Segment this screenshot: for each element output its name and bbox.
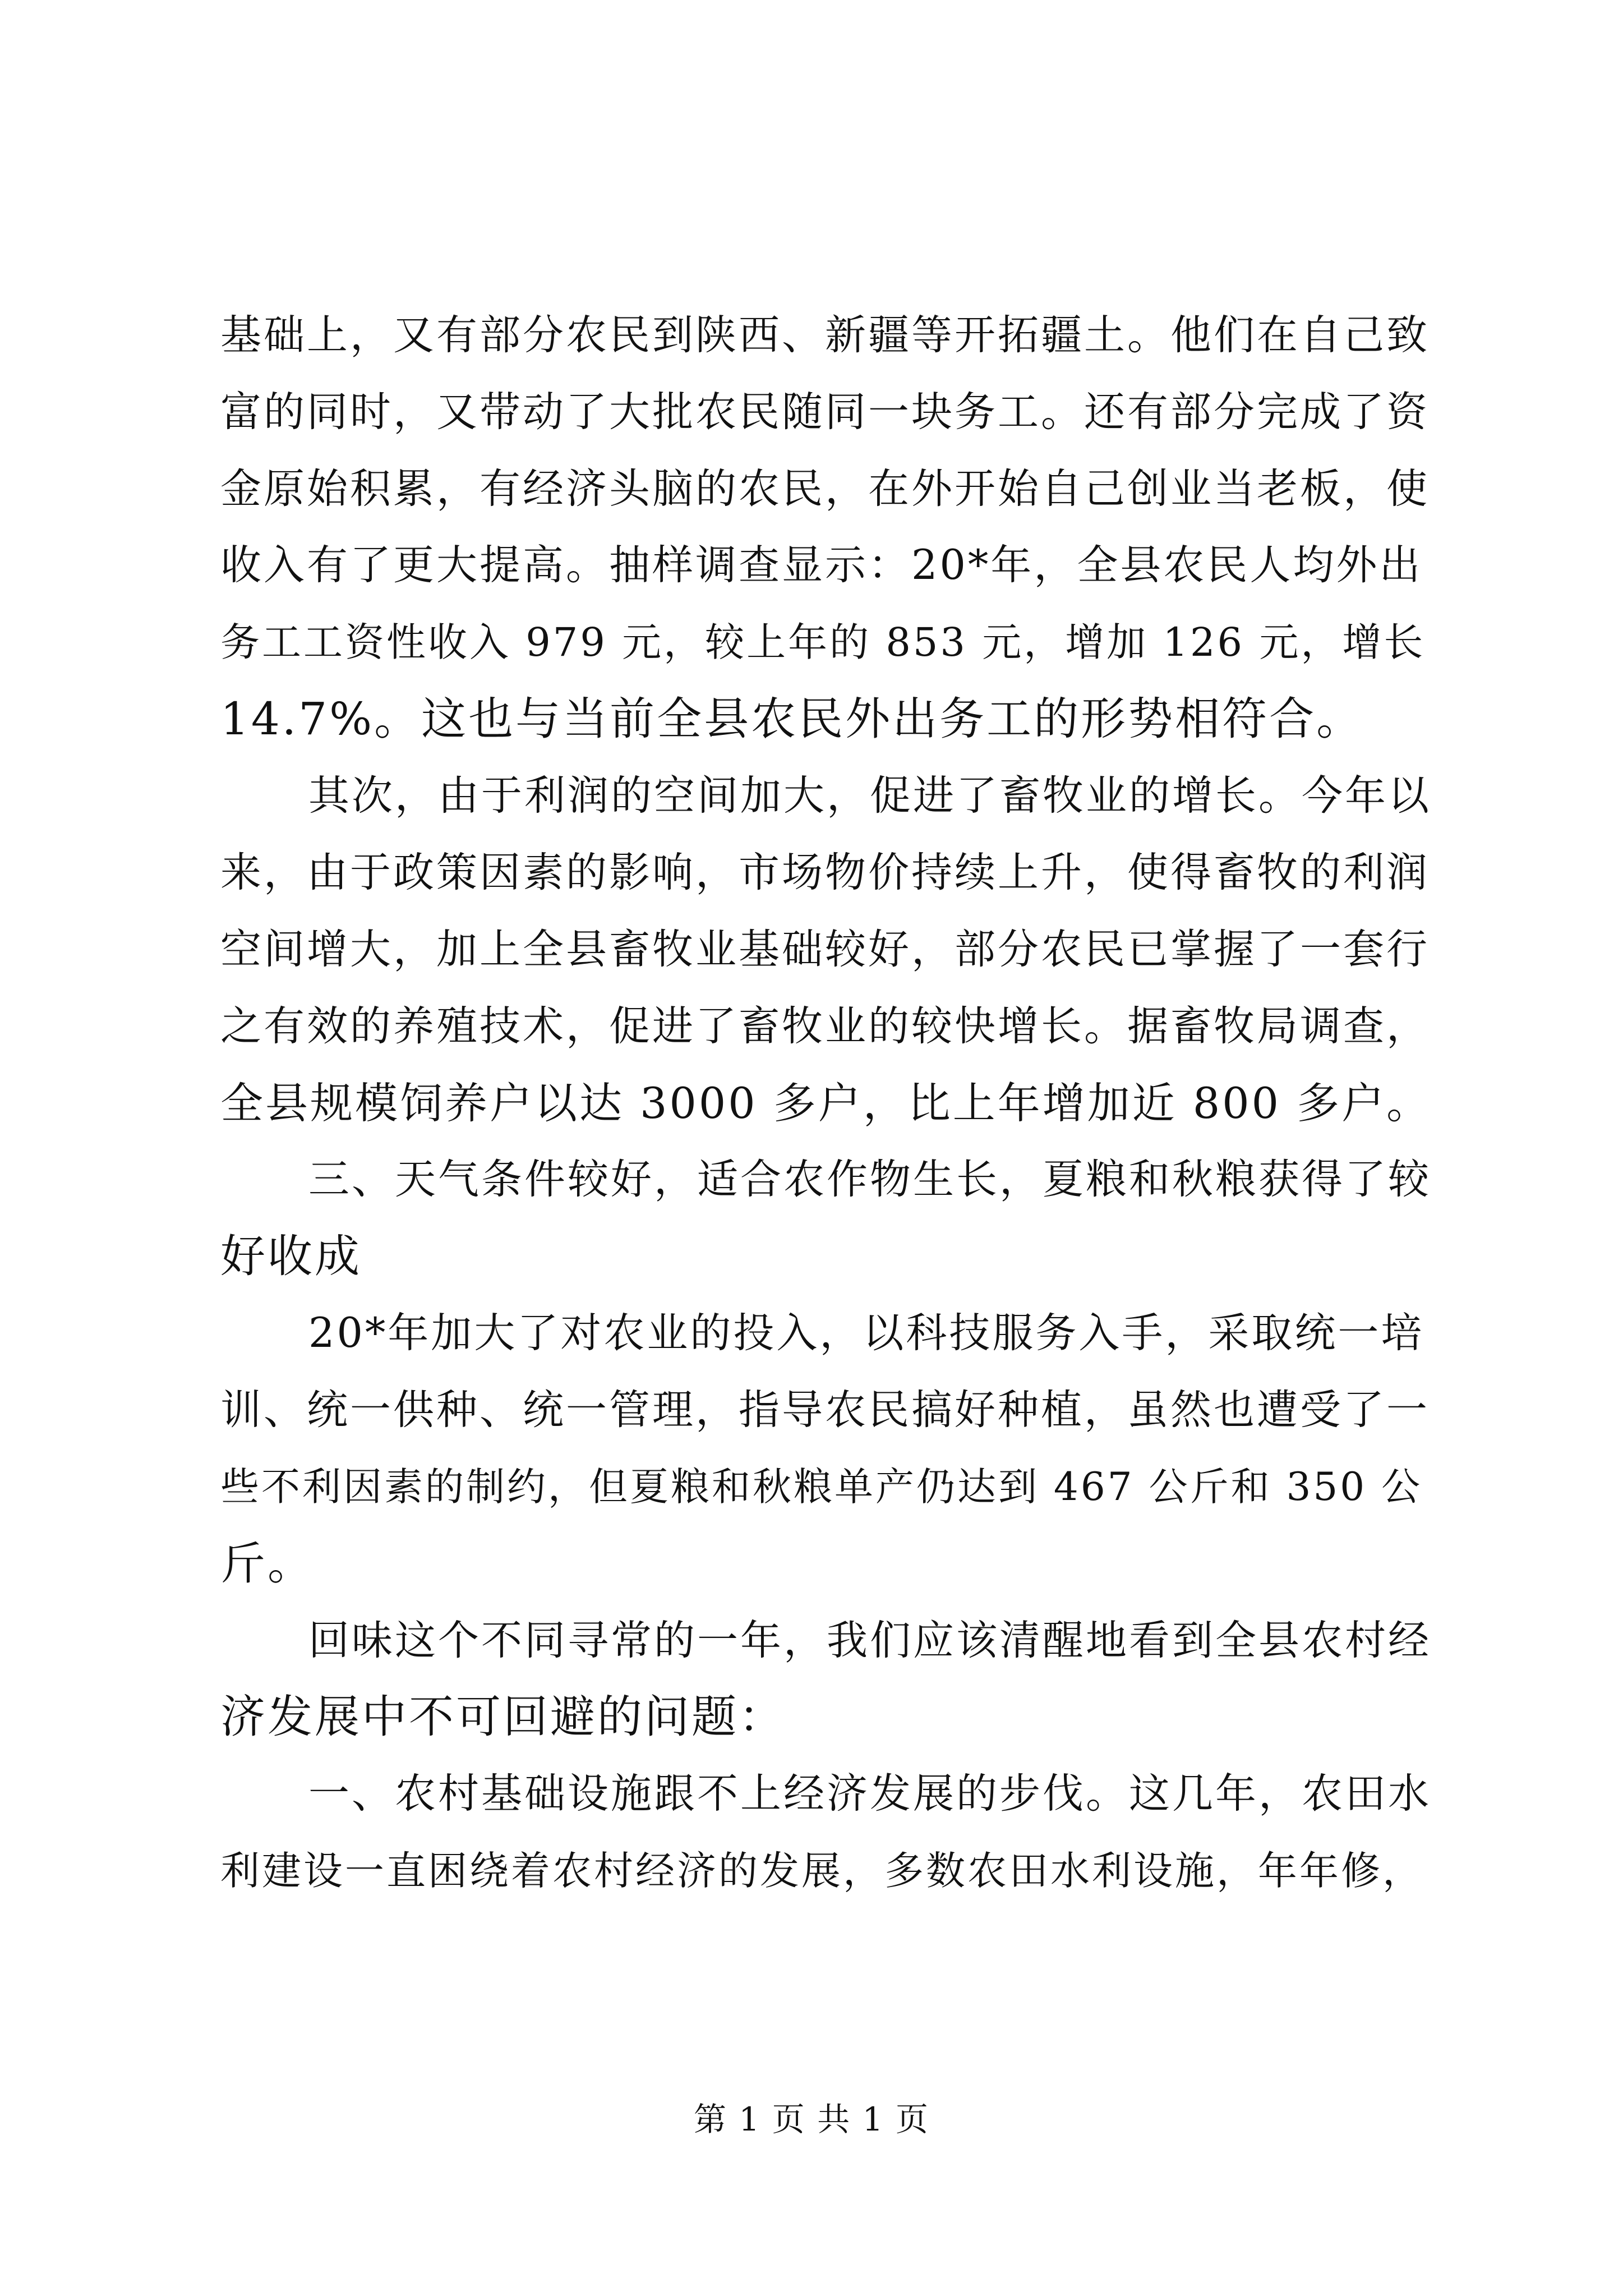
text-line: 金原始积累，有经济头脑的农民，在外开始自己创业当老板，使: [220, 465, 1430, 513]
text-line: 斤。: [220, 1538, 315, 1590]
text-line: 些不利因素的制约，但夏粮和秋粮单产仍达到 467 公斤和 350 公: [220, 1465, 1423, 1510]
page-number-footer: 第 1 页 共 1 页: [694, 2100, 929, 2138]
text-line: 14.7%。这也与当前全县农民外出务工的形势相符合。: [220, 693, 1364, 745]
text-line: 济发展中不可回避的问题：: [220, 1691, 786, 1743]
text-line: 基础上，又有部分农民到陕西、新疆等开拓疆土。他们在自己致: [220, 311, 1430, 359]
text-line: 三、天气条件较好，适合农作物生长，夏粮和秋粮获得了较: [308, 1156, 1431, 1203]
text-line: 来，由于政策因素的影响，市场物价持续上升，使得畜牧的利润: [220, 849, 1430, 896]
text-line: 利建设一直困绕着农村经济的发展，多数农田水利设施，年年修，: [220, 1848, 1424, 1894]
text-line: 空间增大，加上全县畜牧业基础较好，部分农民已掌握了一套行: [220, 926, 1430, 973]
text-line: 富的同时，又带动了大批农民随同一块务工。还有部分完成了资: [220, 388, 1430, 436]
text-line: 训、统一供种、统一管理，指导农民搞好种植，虽然也遭受了一: [220, 1386, 1430, 1434]
text-line: 一、农村基础设施跟不上经济发展的步伐。这几年，农田水: [308, 1770, 1431, 1818]
text-line: 全县规模饲养户以达 3000 多户，比上年增加近 800 多户。: [220, 1078, 1432, 1128]
text-line: 收入有了更大提高。抽样调查显示：20*年，全县农民人均外出: [220, 541, 1423, 589]
text-line: 其次，由于利润的空间加大，促进了畜牧业的增长。今年以: [308, 772, 1431, 820]
text-line: 务工工资性收入 979 元，较上年的 853 元，增加 126 元，增长: [220, 619, 1426, 665]
text-line: 之有效的养殖技术，促进了畜牧业的较快增长。据畜牧局调查，: [220, 1002, 1430, 1050]
text-line: 回味这个不同寻常的一年，我们应该清醒地看到全县农村经: [308, 1617, 1431, 1664]
text-line: 好收成: [220, 1230, 362, 1282]
text-line: 20*年加大了对农业的投入，以科技服务入手，采取统一培: [308, 1309, 1424, 1357]
